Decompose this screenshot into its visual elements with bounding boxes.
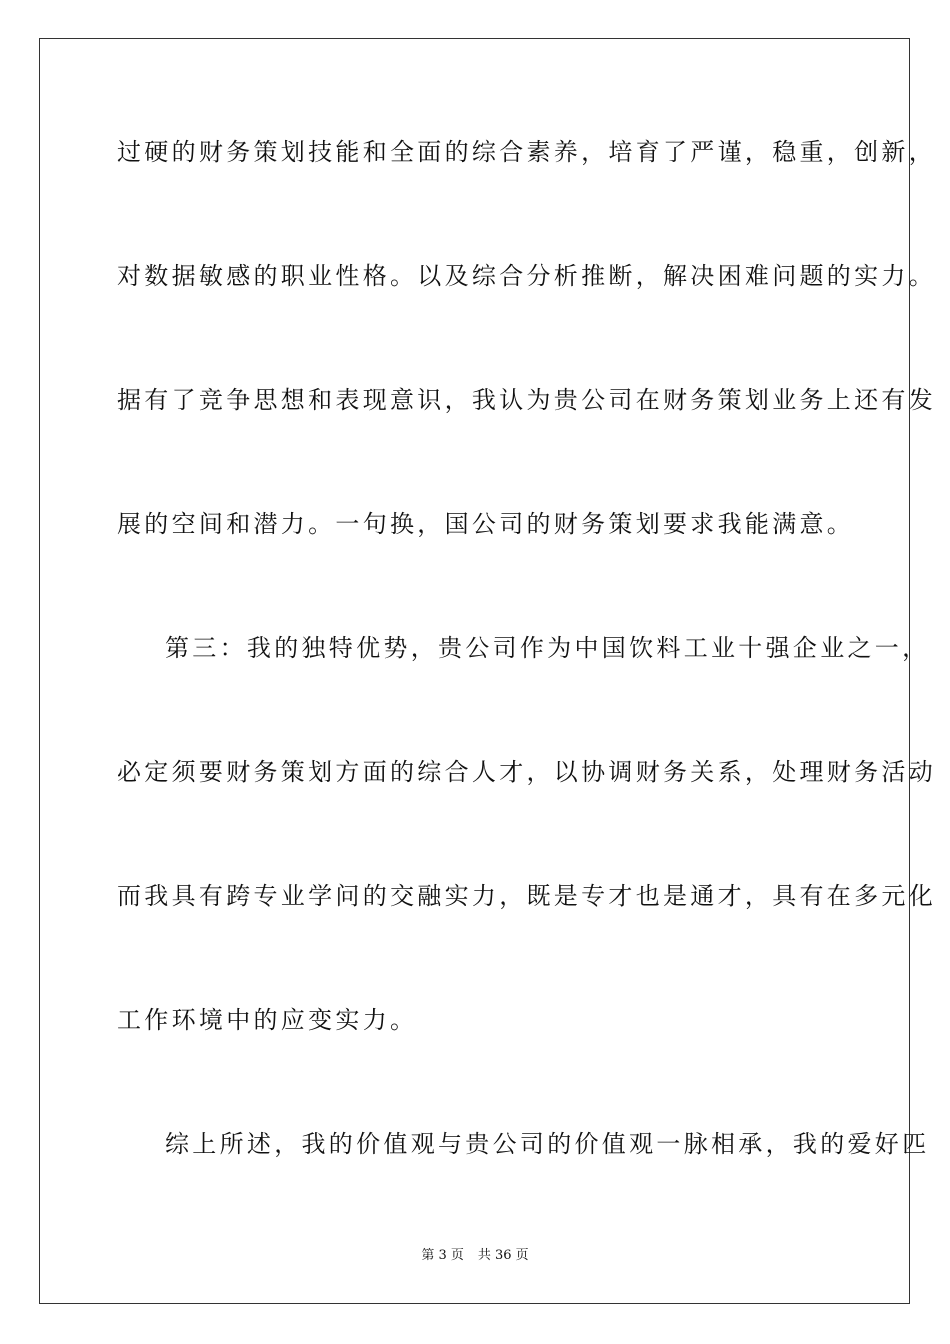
- body-line-5: 第三：我的独特优势，贵公司作为中国饮料工业十强企业之一，: [165, 634, 930, 662]
- body-line-2: 对数据敏感的职业性格。以及综合分析推断，解决困难问题的实力。: [117, 262, 936, 290]
- page-total: 共 36 页: [477, 1248, 529, 1263]
- page-number: 第 3 页: [421, 1248, 464, 1263]
- body-line-4: 展的空间和潜力。一句换，国公司的财务策划要求我能满意。: [117, 510, 855, 538]
- body-line-6: 必定须要财务策划方面的综合人才，以协调财务关系，处理财务活动: [117, 758, 936, 786]
- page-footer: [0, 1247, 950, 1265]
- body-line-3: 据有了竞争思想和表现意识，我认为贵公司在财务策划业务上还有发: [117, 386, 936, 414]
- body-line-7: 而我具有跨专业学问的交融实力，既是专才也是通才，具有在多元化: [117, 882, 936, 910]
- body-line-8: 工作环境中的应变实力。: [117, 1006, 418, 1034]
- body-line-1: 过硬的财务策划技能和全面的综合素养，培育了严谨，稳重，创新，: [117, 138, 936, 166]
- page-border: [39, 38, 910, 1304]
- body-line-9: 综上所述，我的价值观与贵公司的价值观一脉相承，我的爱好匹: [165, 1130, 930, 1158]
